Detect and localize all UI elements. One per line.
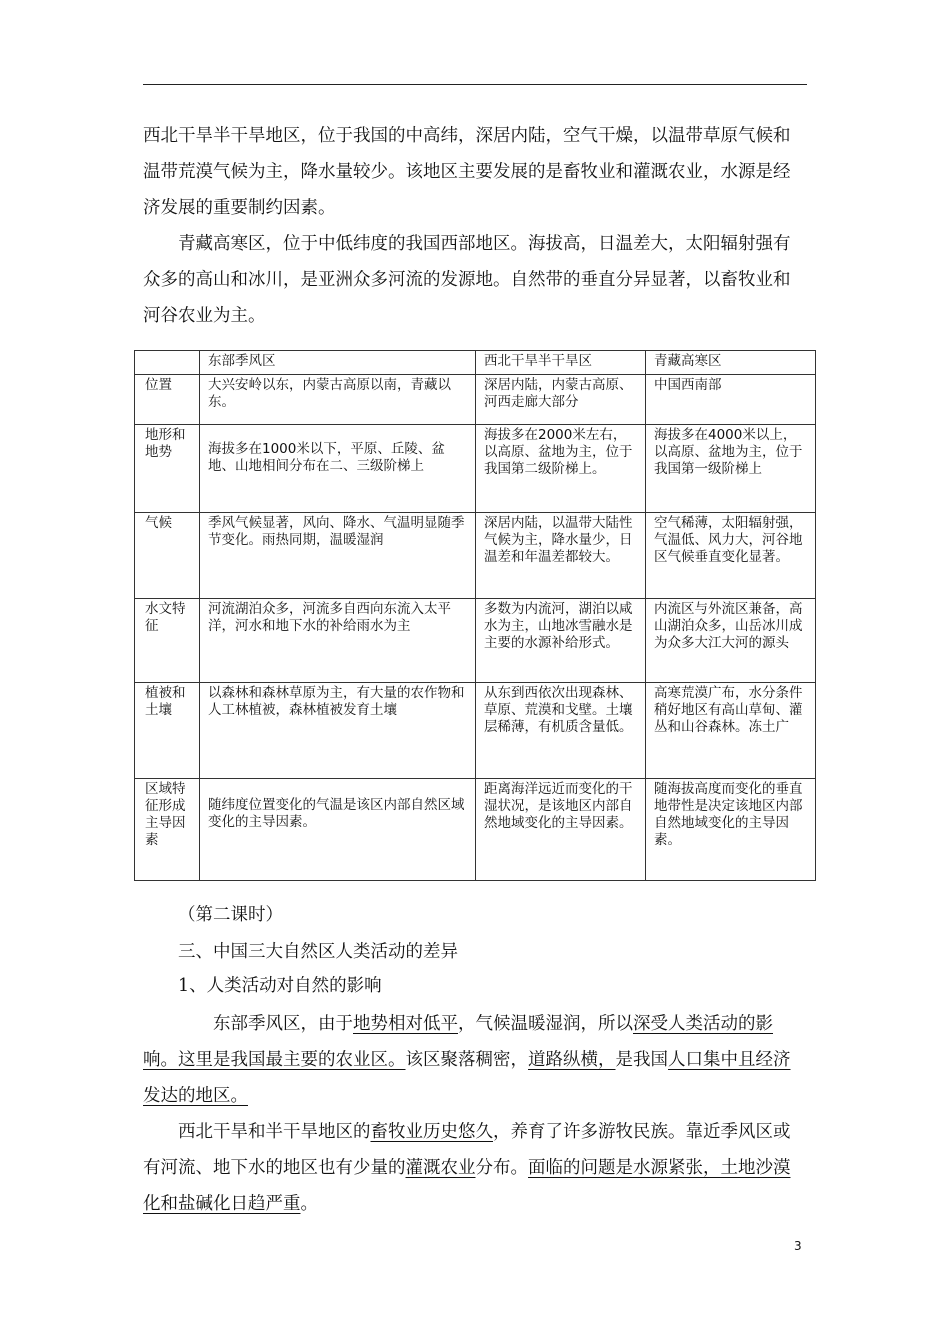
row-label-hydrology: 水文特征: [135, 599, 200, 683]
paragraph-northwest-activity: [143, 1114, 807, 1222]
table-row: [135, 599, 816, 683]
table-row: [135, 375, 816, 425]
row-label-location: 位置: [135, 375, 200, 425]
underlined-text: 面临的问题是水源紧张，土地沙漠化和盐碱化日趋严重: [143, 1158, 791, 1214]
cell-tibet: 随海拔高度而变化的垂直地带性是决定该地区内部自然地域变化的主导因素。: [646, 779, 816, 881]
cell-tibet: 中国西南部: [646, 375, 816, 425]
row-label-terrain: 地形和地势: [135, 425, 200, 513]
text-segment: ，气候温暖湿润，所以: [458, 1014, 633, 1034]
table-row: [135, 425, 816, 513]
section-title: 三、中国三大自然区人类活动的差异: [178, 942, 458, 962]
cell-east: 随纬度位置变化的气温是该区内部自然区域变化的主导因素。: [200, 779, 476, 881]
header-rule: [143, 84, 807, 85]
cell-northwest: 海拔多在2000米左右，以高原、盆地为主，位于我国第二级阶梯上。: [476, 425, 646, 513]
cell-tibet: 海拔多在4000米以上，以高原、盆地为主，位于我国第一级阶梯上: [646, 425, 816, 513]
cell-east: 河流湖泊众多，河流多自西向东流入太平洋，河水和地下水的补给雨水为主: [200, 599, 476, 683]
table-row: [135, 683, 816, 779]
text-segment: 该区聚落稠密，: [405, 1050, 528, 1070]
paragraph-east-activity: [143, 1006, 807, 1114]
text-segment: 西北干旱和半干旱地区的: [178, 1122, 371, 1142]
text-segment: 分布。: [475, 1158, 528, 1178]
table-header-tibet: 青藏高寒区: [646, 351, 816, 375]
table-row: [135, 779, 816, 881]
cell-east: 季风气候显著，风向、降水、气温明显随季节变化。雨热同期，温暖湿润: [200, 513, 476, 599]
cell-northwest: 从东到西依次出现森林、草原、荒漠和戈壁。土壤层稀薄，有机质含量低。: [476, 683, 646, 779]
table-header-northwest: 西北干旱半干旱区: [476, 351, 646, 375]
cell-tibet: 空气稀薄，太阳辐射强，气温低、风力大，河谷地区气候垂直变化显著。: [646, 513, 816, 599]
cell-east: 海拔多在1000米以下，平原、丘陵、盆地、山地相间分布在二、三级阶梯上: [200, 425, 476, 513]
cell-northwest: 多数为内流河，湖泊以咸水为主，山地冰雪融水是主要的水源补给形式。: [476, 599, 646, 683]
table-header-blank: [135, 351, 200, 375]
paragraph-tibet-intro: 青藏高寒区，位于中低纬度的我国西部地区。海拔高，日温差大，太阳辐射强有众多的高山和冰川，是亚洲众多河流的发源地。自然带的垂直分异显著，以畜牧业和河谷农业为主。: [143, 234, 791, 326]
underlined-text: 畜牧业历史悠久: [370, 1122, 493, 1142]
underlined-text: 道路纵横，: [528, 1050, 616, 1070]
cell-tibet: 内流区与外流区兼备，高山湖泊众多，山岳冰川成为众多大江大河的源头: [646, 599, 816, 683]
underlined-text: 深受人类活动的影响。这里是我国最主要的农业区。: [143, 1014, 773, 1070]
underlined-text: 灌溉农业: [405, 1158, 476, 1178]
page-number: 3: [794, 1239, 802, 1253]
regions-comparison-table: [134, 350, 816, 881]
row-label-climate: 气候: [135, 513, 200, 599]
text-segment: 东部季风区，由于: [213, 1014, 353, 1034]
table-row: [135, 513, 816, 599]
underlined-text: 人口集中且经济发达的地区。: [143, 1050, 791, 1106]
cell-east: 以森林和森林草原为主，有大量的农作物和人工林植被，森林植被发育土壤: [200, 683, 476, 779]
lesson-label: （第二课时）: [178, 905, 283, 925]
row-label-vegetation: 植被和土壤: [135, 683, 200, 779]
cell-east: 大兴安岭以东，内蒙古高原以南，青藏以东。: [200, 375, 476, 425]
table-header-east: 东部季风区: [200, 351, 476, 375]
table-header-row: [135, 351, 816, 375]
underlined-text: 地势相对低平: [353, 1014, 458, 1034]
cell-northwest: 深居内陆，以温带大陆性气候为主，降水量少，日温差和年温差都较大。: [476, 513, 646, 599]
row-label-dominant-factor: 区域特征形成主导因素: [135, 779, 200, 881]
subsection-title: 1、人类活动对自然的影响: [178, 976, 382, 996]
paragraph-northwest-intro: 西北干旱半干旱地区，位于我国的中高纬，深居内陆，空气干燥，以温带草原气候和温带荒漠气候为主，降水量较少。该地区主要发展的是畜牧业和灌溉农业，水源是经济发展的重要制约因素。: [143, 126, 791, 218]
cell-tibet: 高寒荒漠广布，水分条件稍好地区有高山草甸、灌丛和山谷森林。冻土广: [646, 683, 816, 779]
text-segment: 。: [300, 1194, 318, 1214]
cell-northwest: 距离海洋远近而变化的干湿状况，是该地区内部自然地域变化的主导因素。: [476, 779, 646, 881]
text-segment: ，养育了许多游牧民族。靠近季风区或有河流、地下水的地区也有少量的: [143, 1122, 791, 1178]
cell-northwest: 深居内陆，内蒙古高原、河西走廊大部分: [476, 375, 646, 425]
text-segment: 是我国: [615, 1050, 668, 1070]
